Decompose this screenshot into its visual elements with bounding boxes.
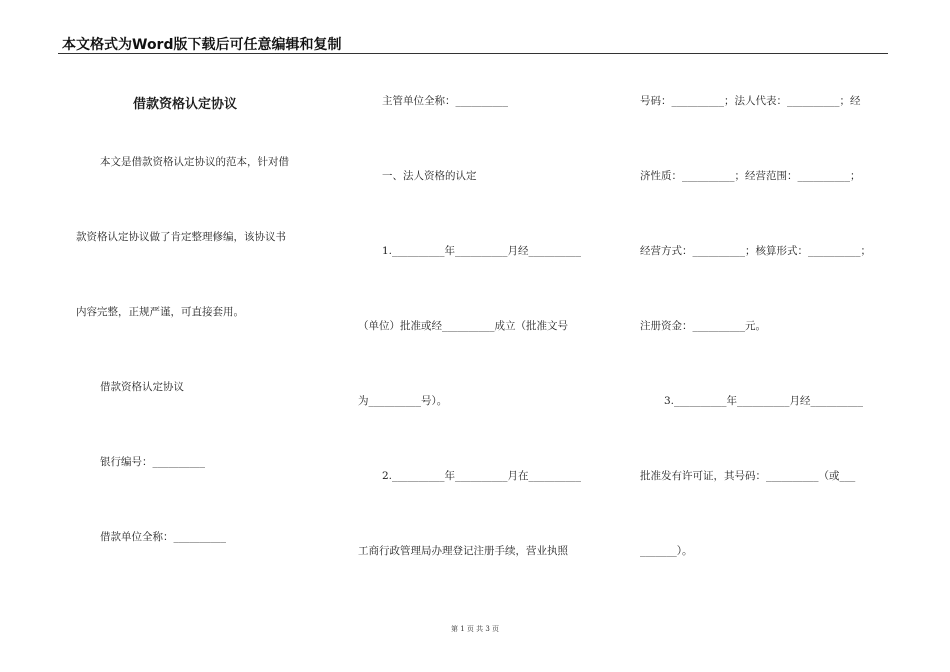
clause-3-line-2: 批准发有许可证，其号码：__________（或___ [640, 470, 856, 482]
clause-2-line-1: 2.__________年__________月在__________ [382, 470, 582, 482]
intro-line-2: 款资格认定协议做了肯定整理修编，该协议书 [76, 231, 286, 243]
intro-line-3: 内容完整，正规严谨，可直接套用。 [76, 306, 244, 318]
clause-2-line-5: 经营方式：__________；核算形式：__________； [640, 245, 871, 257]
supervisor-name-field: 主管单位全称：__________ [382, 95, 508, 107]
clause-2-line-2: 工商行政管理局办理登记注册手续，营业执照 [358, 545, 568, 557]
document-title: 借款资格认定协议 [133, 97, 238, 112]
clause-2-line-3: 号码：__________；法人代表：__________；经 [640, 95, 861, 107]
bank-number-field: 银行编号：__________ [100, 456, 205, 468]
header-divider [58, 53, 888, 54]
agreement-subtitle: 借款资格认定协议 [100, 381, 184, 393]
clause-1-line-2: （单位）批准或经__________成立（批准文号 [358, 320, 568, 332]
borrower-name-field: 借款单位全称：__________ [100, 531, 226, 543]
clause-1-line-3: 为__________号）。 [358, 395, 448, 407]
clause-2-line-6: 注册资金：__________元。 [640, 320, 766, 332]
document-header: 本文格式为Word版下载后可任意编辑和复制 [62, 37, 342, 53]
intro-line-1: 本文是借款资格认定协议的范本，针对借 [100, 156, 289, 168]
clause-1-line-1: 1.__________年__________月经__________ [382, 245, 582, 257]
clause-2-line-4: 济性质：__________；经营范围：__________； [640, 170, 861, 182]
section-1-heading: 一、法人资格的认定 [382, 170, 477, 182]
clause-3-line-3: _______）。 [640, 545, 693, 557]
page-footer: 第 1 页 共 3 页 [450, 625, 500, 633]
clause-3-line-1: 3.__________年__________月经__________ [664, 395, 864, 407]
